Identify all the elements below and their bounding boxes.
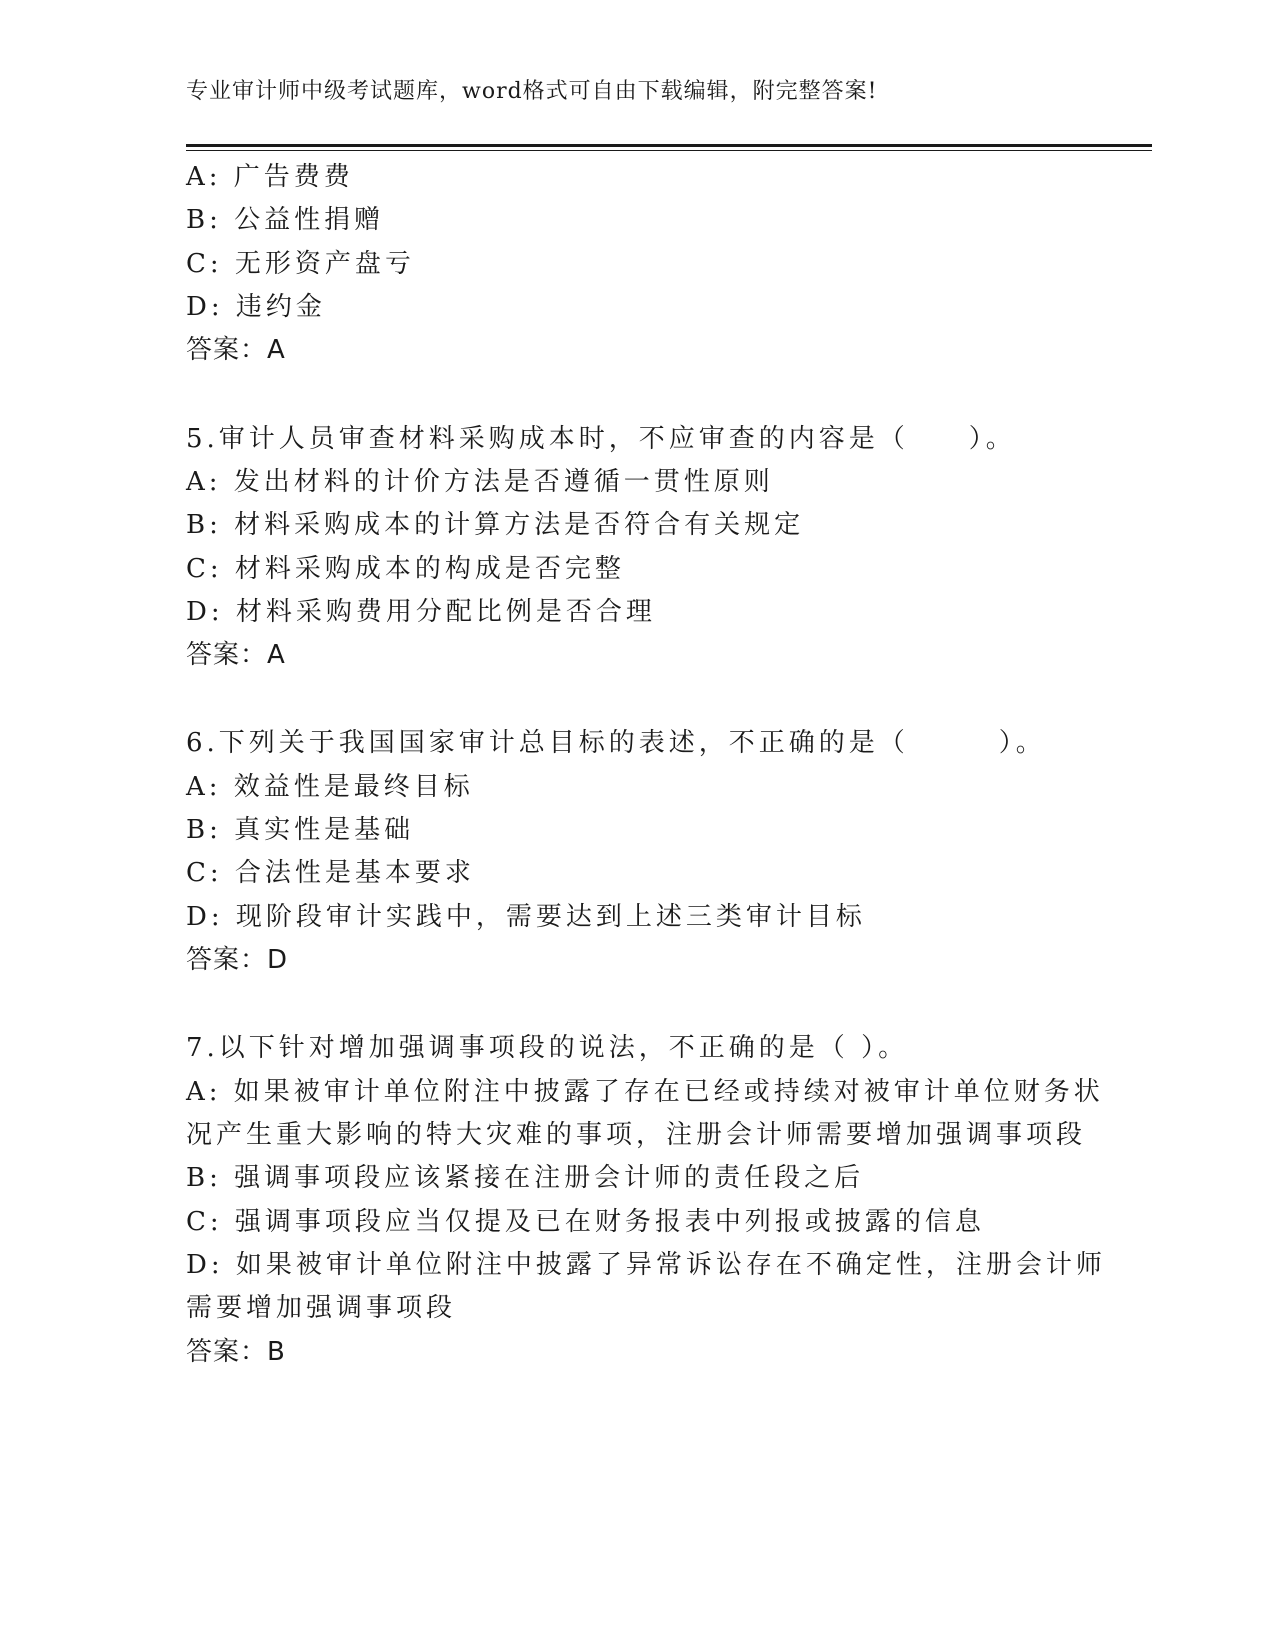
q7-option-a-cont: 况产生重大影响的特大灾难的事项，注册会计师需要增加强调事项段 <box>186 1120 1087 1150</box>
page-header: 专业审计师中级考试题库，word格式可自由下载编辑，附完整答案! <box>186 79 878 104</box>
q4-option-d: D: 违约金 <box>186 292 326 322</box>
q7-question: 7.以下针对增加强调事项段的说法，不正确的是（ ）。 <box>186 1033 909 1063</box>
q7-option-a: A: 如果被审计单位附注中披露了存在已经或持续对被审计单位财务状 <box>186 1077 1104 1107</box>
q6-option-d: D: 现阶段审计实践中，需要达到上述三类审计目标 <box>186 902 866 932</box>
q7-option-d: D: 如果被审计单位附注中披露了异常诉讼存在不确定性，注册会计师 <box>186 1250 1106 1280</box>
q5-option-b: B: 材料采购成本的计算方法是否符合有关规定 <box>186 510 805 540</box>
q5-option-d: D: 材料采购费用分配比例是否合理 <box>186 597 656 627</box>
q5-answer: 答案：A <box>186 640 286 670</box>
q5-option-a: A: 发出材料的计价方法是否遵循一贯性原则 <box>186 467 774 497</box>
q4-option-b: B: 公益性捐赠 <box>186 205 385 235</box>
q7-answer: 答案：B <box>186 1337 286 1367</box>
q6-option-b: B: 真实性是基础 <box>186 815 415 845</box>
q7-option-d-cont: 需要增加强调事项段 <box>186 1293 457 1323</box>
q5-option-c: C: 材料采购成本的构成是否完整 <box>186 554 625 584</box>
q6-option-a: A: 效益性是最终目标 <box>186 772 474 802</box>
q4-answer: 答案：A <box>186 335 286 365</box>
q7-option-b: B: 强调事项段应该紧接在注册会计师的责任段之后 <box>186 1163 865 1193</box>
q4-option-c: C: 无形资产盘亏 <box>186 249 415 279</box>
header-rule-thick <box>186 144 1152 147</box>
q6-option-c: C: 合法性是基本要求 <box>186 858 475 888</box>
q5-question: 5.审计人员审查材料采购成本时，不应审查的内容是（ ）。 <box>186 424 1016 454</box>
q6-question: 6.下列关于我国国家审计总目标的表述，不正确的是（ ）。 <box>186 728 1046 758</box>
q6-answer: 答案：D <box>186 945 289 975</box>
q7-option-c: C: 强调事项段应当仅提及已在财务报表中列报或披露的信息 <box>186 1207 985 1237</box>
q4-option-a: A: 广告费费 <box>186 162 354 192</box>
header-rule-thin <box>186 150 1152 151</box>
